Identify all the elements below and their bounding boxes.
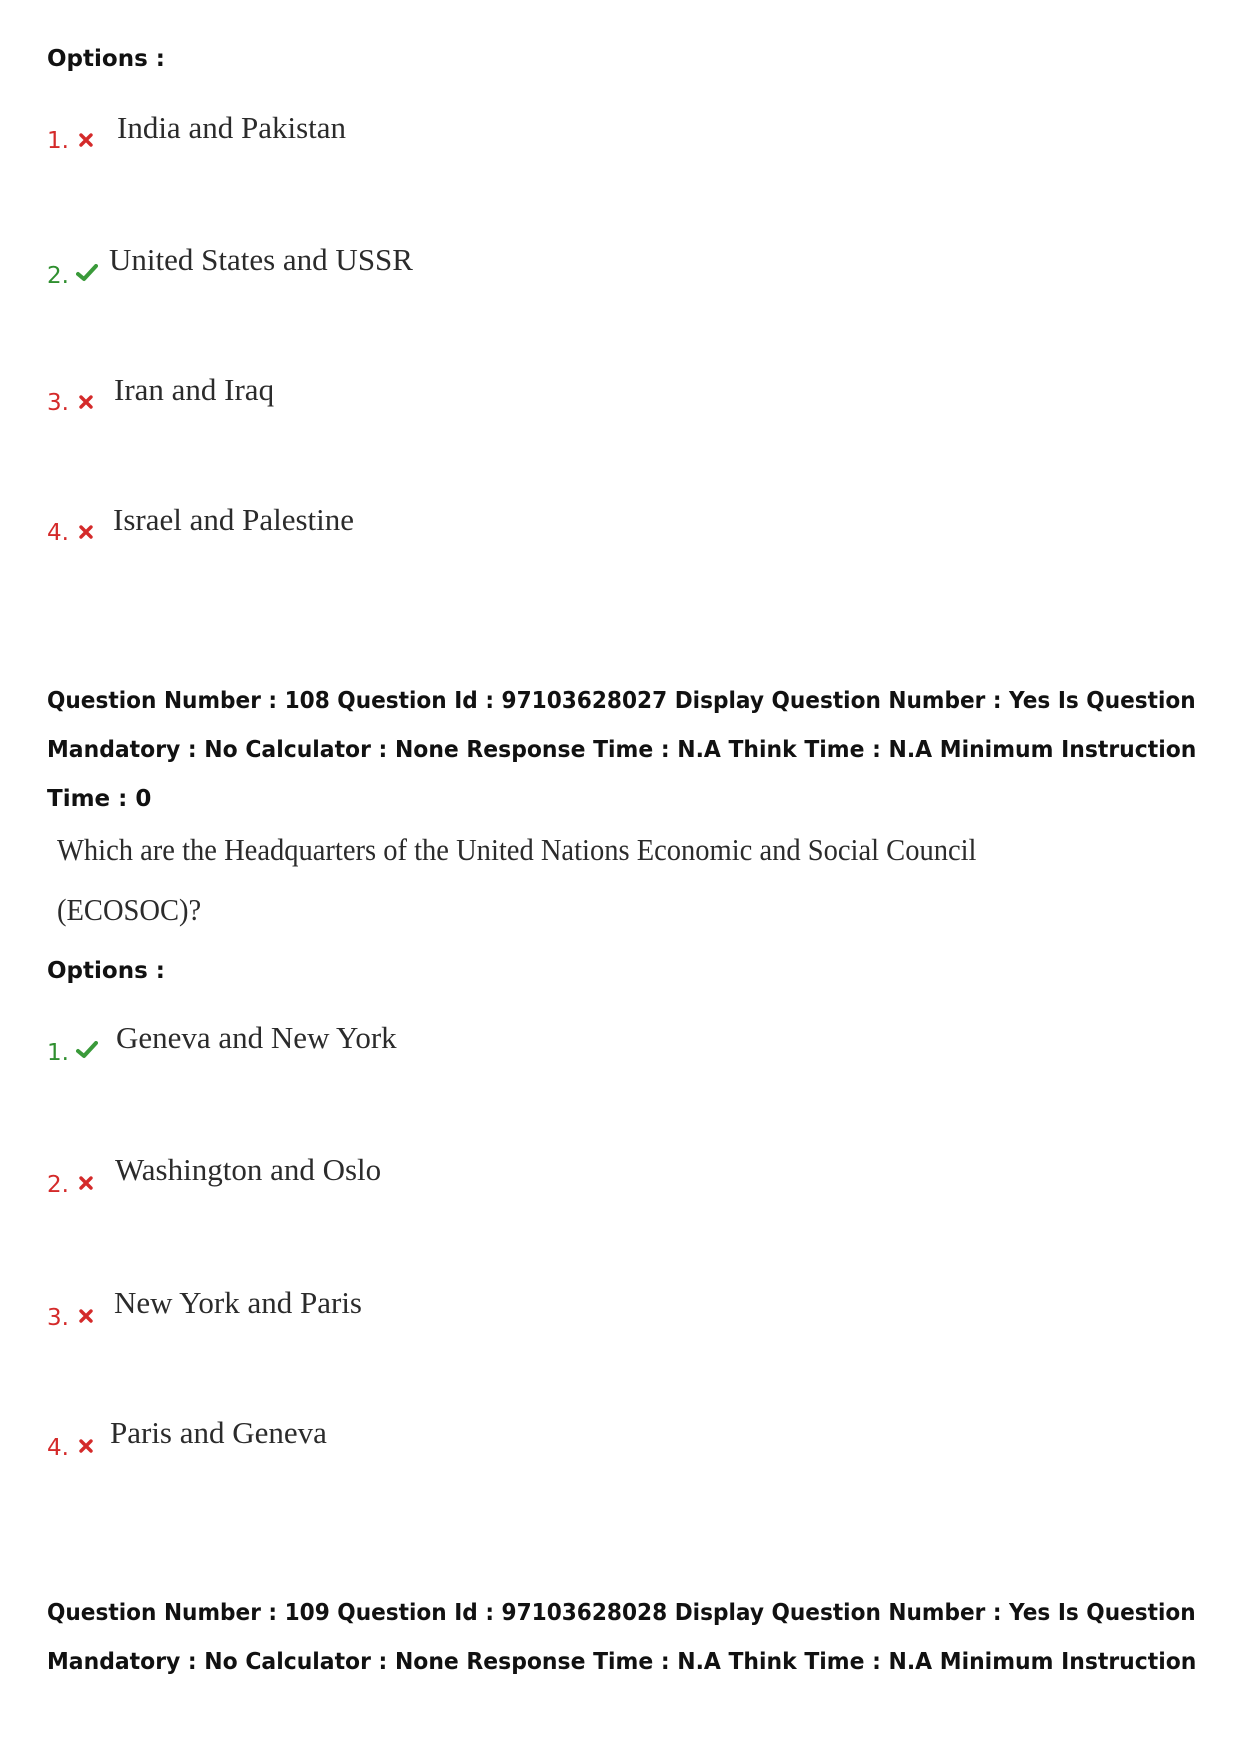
- option-number: 3.: [47, 390, 69, 416]
- option-text: Israel and Palestine: [113, 502, 355, 537]
- option-row: [47, 372, 647, 432]
- question-meta-line: Question Number : 109 Question Id : 97103628028 Display Question Number : Yes Is Question: [47, 1600, 1196, 1626]
- option-number: 1.: [47, 128, 69, 154]
- option-number: 2.: [47, 263, 69, 289]
- option-row: [47, 1152, 647, 1212]
- check-icon: [76, 264, 98, 286]
- option-row: [47, 1285, 647, 1345]
- options-label: Options :: [47, 958, 165, 984]
- cross-icon: [79, 1308, 93, 1327]
- question-meta-line: Mandatory : No Calculator : None Response Time : N.A Think Time : N.A Minimum Instruction: [47, 1649, 1197, 1675]
- option-row: [47, 1020, 647, 1080]
- option-number: 1.: [47, 1040, 69, 1066]
- question-meta-line: Mandatory : No Calculator : None Response Time : N.A Think Time : N.A Minimum Instruction: [47, 737, 1197, 763]
- option-row: [47, 110, 647, 170]
- option-row: [47, 1415, 647, 1475]
- options-label: Options :: [47, 46, 165, 72]
- option-number: 4.: [47, 520, 69, 546]
- option-text: United States and USSR: [109, 242, 413, 277]
- option-text: Geneva and New York: [116, 1020, 397, 1055]
- option-row: [47, 502, 647, 562]
- cross-icon: [79, 394, 93, 413]
- option-row: [47, 242, 647, 302]
- question-text: (ECOSOC)?: [57, 892, 202, 927]
- question-text: Which are the Headquarters of the United Nations Economic and Social Council: [57, 832, 977, 867]
- question-meta-line: Time : 0: [47, 786, 152, 812]
- cross-icon: [79, 132, 93, 151]
- cross-icon: [79, 1175, 93, 1194]
- option-text: Washington and Oslo: [115, 1152, 382, 1187]
- option-text: New York and Paris: [114, 1285, 362, 1320]
- cross-icon: [79, 524, 93, 543]
- option-number: 4.: [47, 1435, 69, 1461]
- question-meta-line: Question Number : 108 Question Id : 97103628027 Display Question Number : Yes Is Question: [47, 688, 1196, 714]
- option-number: 2.: [47, 1172, 69, 1198]
- option-number: 3.: [47, 1305, 69, 1331]
- cross-icon: [79, 1438, 93, 1457]
- check-icon: [76, 1041, 98, 1063]
- option-text: Paris and Geneva: [110, 1415, 327, 1450]
- option-text: India and Pakistan: [117, 110, 347, 145]
- option-text: Iran and Iraq: [114, 372, 275, 407]
